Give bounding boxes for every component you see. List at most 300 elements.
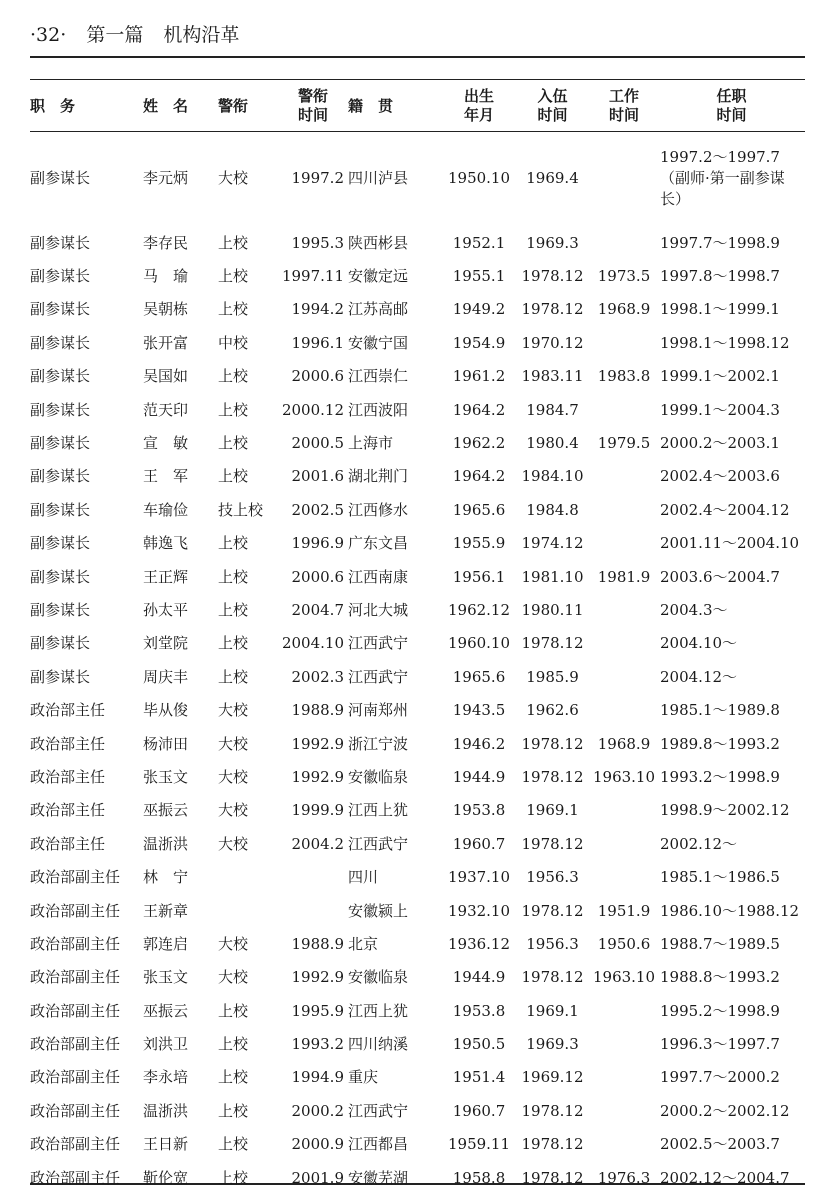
cell-native-place: 江西崇仁 <box>348 367 409 386</box>
table-body <box>30 130 805 1194</box>
cell-work <box>590 130 658 226</box>
cell-birth: 1959.11 <box>447 1135 511 1154</box>
col-header-name: 姓 名 <box>143 96 189 115</box>
cell-name: 林 宁 <box>143 868 189 887</box>
cell-position: 副参谋长 <box>30 667 91 686</box>
personnel-table <box>30 82 805 1194</box>
table-row <box>30 693 805 726</box>
cell-native-place: 江西修水 <box>348 500 409 519</box>
cell-rank-date: 2000.6 <box>291 567 344 586</box>
cell-tenure: 1985.1～1986.5 <box>660 868 780 887</box>
cell-work <box>590 660 658 693</box>
cell-tenure: 2002.12～ <box>660 834 738 853</box>
cell-rank-date <box>278 894 348 927</box>
cell-position: 副参谋长 <box>30 267 91 286</box>
cell-name: 王新章 <box>143 901 189 920</box>
cell-rank: 上校 <box>218 667 249 686</box>
cell-position: 副参谋长 <box>30 400 91 419</box>
cell-name: 范天印 <box>143 400 189 419</box>
cell-name: 李元炳 <box>143 169 189 187</box>
cell-native-place: 安徽宁国 <box>348 333 409 352</box>
cell-position: 政治部主任 <box>30 767 106 786</box>
cell-birth: 1955.1 <box>452 267 506 286</box>
cell-native-place: 江西南康 <box>348 567 409 586</box>
cell-position: 副参谋长 <box>30 500 91 519</box>
cell-rank: 上校 <box>218 267 249 286</box>
cell-birth: 1956.1 <box>452 567 506 586</box>
table-row <box>30 1094 805 1127</box>
table-row <box>30 460 805 493</box>
cell-birth: 1965.6 <box>452 500 506 519</box>
cell-work: 1979.5 <box>597 434 651 453</box>
cell-position: 政治部主任 <box>30 834 106 853</box>
cell-tenure: 1993.2～1998.9 <box>660 767 780 786</box>
cell-work <box>590 794 658 827</box>
col-header-rank: 警衔 <box>218 96 249 115</box>
table-row <box>30 426 805 459</box>
cell-rank-date: 1994.9 <box>291 1068 344 1087</box>
col-header-work <box>590 82 658 130</box>
cell-native-place: 陕西彬县 <box>348 233 409 252</box>
cell-tenure: 2004.10～ <box>660 634 738 653</box>
cell-birth: 1943.5 <box>452 701 506 720</box>
cell-rank-date: 1996.1 <box>291 333 344 352</box>
cell-birth: 1949.2 <box>452 300 506 319</box>
cell-native-place: 江西武宁 <box>348 834 409 853</box>
cell-rank-date: 2004.2 <box>291 834 344 853</box>
cell-enlist: 1962.6 <box>526 701 579 720</box>
cell-native-place: 江西波阳 <box>348 400 409 419</box>
cell-enlist: 1978.12 <box>521 1168 584 1187</box>
cell-name: 吴国如 <box>143 367 189 386</box>
cell-rank: 上校 <box>218 400 249 419</box>
cell-name: 巫振云 <box>143 1001 189 1020</box>
cell-name: 车瑜俭 <box>143 500 189 519</box>
cell-native-place: 江西上犹 <box>348 801 409 820</box>
cell-native-place: 四川纳溪 <box>348 1035 409 1054</box>
table-row <box>30 727 805 760</box>
cell-rank-date: 2001.6 <box>291 467 344 486</box>
cell-rank-date: 1993.2 <box>291 1035 344 1054</box>
cell-work: 1973.5 <box>597 267 651 286</box>
cell-birth: 1932.10 <box>447 901 511 920</box>
cell-name: 张玉文 <box>143 767 189 786</box>
cell-work: 1981.9 <box>597 567 651 586</box>
cell-native-place: 安徽颍上 <box>348 901 409 920</box>
cell-native-place: 江苏高邮 <box>348 300 409 319</box>
cell-position: 副参谋长 <box>30 534 91 553</box>
cell-rank: 上校 <box>218 434 249 453</box>
cell-rank-date: 1988.9 <box>291 934 344 953</box>
cell-enlist: 1984.8 <box>526 500 579 519</box>
cell-rank-date: 1992.9 <box>291 968 344 987</box>
cell-work: 1976.3 <box>597 1168 651 1187</box>
cell-rank-date: 2000.6 <box>291 367 344 386</box>
cell-position: 政治部副主任 <box>30 1135 121 1154</box>
cell-work <box>590 994 658 1027</box>
cell-name: 毕从俊 <box>143 701 189 720</box>
cell-work <box>590 460 658 493</box>
col-header-text: 出生 年月 <box>463 87 494 124</box>
cell-position: 政治部副主任 <box>30 1035 121 1054</box>
cell-rank-date: 2000.2 <box>291 1101 344 1120</box>
cell-enlist: 1980.11 <box>521 600 584 619</box>
cell-tenure: 1988.8～1993.2 <box>660 968 780 987</box>
cell-name: 温浙洪 <box>143 834 189 853</box>
cell-tenure: 2003.6～2004.7 <box>660 567 780 586</box>
table-row <box>30 293 805 326</box>
cell-rank: 大校 <box>218 169 249 187</box>
cell-position: 副参谋长 <box>30 634 91 653</box>
table-row <box>30 527 805 560</box>
cell-native-place: 安徽临泉 <box>348 968 409 987</box>
cell-birth: 1962.12 <box>447 600 511 619</box>
cell-rank-date: 2000.9 <box>291 1135 344 1154</box>
cell-rank-date: 1995.9 <box>291 1001 344 1020</box>
cell-tenure: 2002.4～2003.6 <box>660 467 780 486</box>
cell-position: 政治部副主任 <box>30 1168 121 1187</box>
cell-enlist: 1974.12 <box>521 534 584 553</box>
cell-rank: 上校 <box>218 233 249 252</box>
cell-tenure: 1996.3～1997.7 <box>660 1035 780 1054</box>
cell-rank <box>218 860 278 893</box>
col-header-birth <box>443 82 515 130</box>
cell-rank-date: 1997.11 <box>281 267 344 286</box>
col-header-position: 职 务 <box>30 96 76 115</box>
cell-rank: 上校 <box>218 467 249 486</box>
cell-work: 1963.10 <box>592 767 656 786</box>
cell-enlist: 1984.10 <box>521 467 584 486</box>
cell-work <box>590 627 658 660</box>
cell-birth: 1955.9 <box>452 534 506 553</box>
cell-work: 1968.9 <box>597 300 651 319</box>
cell-rank: 上校 <box>218 1001 249 1020</box>
cell-tenure: 2000.2～2003.1 <box>660 434 780 453</box>
cell-enlist: 1969.3 <box>526 233 579 252</box>
table-row <box>30 794 805 827</box>
cell-tenure: 2000.2～2002.12 <box>660 1101 790 1120</box>
cell-rank <box>218 894 278 927</box>
cell-birth: 1953.8 <box>452 1001 506 1020</box>
table-row <box>30 393 805 426</box>
cell-tenure: 1998.1～1998.12 <box>660 333 790 352</box>
cell-name: 马 瑜 <box>143 267 189 286</box>
cell-position: 副参谋长 <box>30 233 91 252</box>
cell-tenure: 2001.11～2004.10 <box>660 534 800 553</box>
cell-tenure: 2002.5～2003.7 <box>660 1135 780 1154</box>
table-row <box>30 660 805 693</box>
cell-rank-date: 1992.9 <box>291 734 344 753</box>
cell-rank: 上校 <box>218 1135 249 1154</box>
cell-enlist: 1978.12 <box>521 834 584 853</box>
cell-work <box>590 493 658 526</box>
cell-position: 副参谋长 <box>30 434 91 453</box>
cell-position: 政治部副主任 <box>30 1068 121 1087</box>
cell-rank-date: 1988.9 <box>291 701 344 720</box>
cell-birth: 1950.5 <box>452 1035 506 1054</box>
cell-enlist: 1978.12 <box>521 300 584 319</box>
cell-birth: 1964.2 <box>452 400 506 419</box>
cell-rank: 上校 <box>218 600 249 619</box>
cell-name: 温浙洪 <box>143 1101 189 1120</box>
table-row <box>30 994 805 1027</box>
cell-enlist: 1981.10 <box>521 567 584 586</box>
cell-rank: 上校 <box>218 1101 249 1120</box>
cell-native-place: 上海市 <box>348 434 394 453</box>
cell-birth: 1965.6 <box>452 667 506 686</box>
cell-rank-date <box>278 860 348 893</box>
cell-rank-date: 1995.3 <box>291 233 344 252</box>
cell-tenure: 2004.3～ <box>660 600 728 619</box>
cell-native-place: 安徽定远 <box>348 267 409 286</box>
cell-position: 政治部副主任 <box>30 868 121 887</box>
cell-tenure: 1999.1～2004.3 <box>660 400 780 419</box>
cell-name: 刘洪卫 <box>143 1035 189 1054</box>
cell-position: 政治部副主任 <box>30 968 121 987</box>
table-row <box>30 130 805 226</box>
cell-enlist: 1978.12 <box>521 734 584 753</box>
cell-position: 副参谋长 <box>30 169 91 187</box>
cell-tenure: 2002.4～2004.12 <box>660 500 790 519</box>
cell-work <box>590 827 658 860</box>
cell-birth: 1946.2 <box>452 734 506 753</box>
cell-birth: 1944.9 <box>452 968 506 987</box>
cell-name: 吴朝栋 <box>143 300 189 319</box>
cell-name: 王 军 <box>143 467 189 486</box>
cell-rank-date: 1997.2 <box>291 169 344 187</box>
cell-rank-date: 2002.3 <box>291 667 344 686</box>
cell-position: 副参谋长 <box>30 333 91 352</box>
cell-rank-date: 1999.9 <box>291 801 344 820</box>
table-row <box>30 493 805 526</box>
cell-name: 巫振云 <box>143 801 189 820</box>
table-row <box>30 1061 805 1094</box>
cell-tenure: 1997.7～2000.2 <box>660 1068 780 1087</box>
cell-native-place: 广东文昌 <box>348 534 409 553</box>
cell-rank-date: 2000.5 <box>291 434 344 453</box>
table-row <box>30 326 805 359</box>
cell-rank-date: 2004.7 <box>291 600 344 619</box>
cell-enlist: 1978.12 <box>521 267 584 286</box>
cell-position: 副参谋长 <box>30 567 91 586</box>
cell-native-place: 河北大城 <box>348 600 409 619</box>
cell-birth: 1936.12 <box>447 934 511 953</box>
col-header-text: 入伍 时间 <box>537 87 568 124</box>
cell-name: 王正辉 <box>143 567 189 586</box>
cell-tenure: 1997.2～1997.7（副师·第一副参谋长） <box>660 147 785 208</box>
col-header-enlist <box>515 82 590 130</box>
cell-work <box>590 1128 658 1161</box>
cell-rank-date: 2001.9 <box>291 1168 344 1187</box>
cell-position: 政治部副主任 <box>30 1001 121 1020</box>
cell-rank: 大校 <box>218 767 249 786</box>
cell-rank: 大校 <box>218 734 249 753</box>
cell-birth: 1958.8 <box>452 1168 506 1187</box>
cell-work <box>590 1027 658 1060</box>
cell-work <box>590 860 658 893</box>
cell-position: 政治部副主任 <box>30 901 121 920</box>
cell-tenure: 1997.7～1998.9 <box>660 233 780 252</box>
cell-rank-date: 1996.9 <box>291 534 344 553</box>
cell-birth: 1954.9 <box>452 333 506 352</box>
cell-name: 周庆丰 <box>143 667 189 686</box>
cell-native-place: 江西武宁 <box>348 1101 409 1120</box>
col-header-tenure <box>658 82 805 130</box>
cell-name: 李存民 <box>143 233 189 252</box>
cell-enlist: 1985.9 <box>526 667 579 686</box>
cell-position: 政治部主任 <box>30 734 106 753</box>
cell-position: 政治部副主任 <box>30 1101 121 1120</box>
page-number: ·32· <box>30 24 67 46</box>
cell-tenure: 1997.8～1998.7 <box>660 267 780 286</box>
cell-birth: 1964.2 <box>452 467 506 486</box>
cell-birth: 1944.9 <box>452 767 506 786</box>
table-row <box>30 360 805 393</box>
table-row <box>30 627 805 660</box>
cell-birth: 1960.7 <box>452 1101 506 1120</box>
cell-birth: 1937.10 <box>447 868 511 887</box>
cell-native-place: 安徽芜湖 <box>348 1168 409 1187</box>
cell-enlist: 1983.11 <box>521 367 584 386</box>
table-row <box>30 894 805 927</box>
cell-name: 王日新 <box>143 1135 189 1154</box>
table-row <box>30 927 805 960</box>
cell-rank: 上校 <box>218 567 249 586</box>
cell-rank: 上校 <box>218 1035 249 1054</box>
cell-birth: 1952.1 <box>452 233 506 252</box>
table-row <box>30 1161 805 1194</box>
cell-native-place: 四川 <box>348 868 379 887</box>
cell-enlist: 1978.12 <box>521 901 584 920</box>
cell-native-place: 重庆 <box>348 1068 379 1087</box>
cell-rank: 上校 <box>218 534 249 553</box>
table-row <box>30 1027 805 1060</box>
cell-position: 政治部主任 <box>30 701 106 720</box>
cell-work <box>590 226 658 259</box>
section-title: 机构沿革 <box>163 24 240 46</box>
cell-name: 刘堂院 <box>143 634 189 653</box>
header-rule <box>30 56 805 58</box>
table-row <box>30 1128 805 1161</box>
table-row <box>30 760 805 793</box>
cell-birth: 1953.8 <box>452 801 506 820</box>
table-row <box>30 593 805 626</box>
cell-birth: 1960.7 <box>452 834 506 853</box>
cell-native-place: 江西都昌 <box>348 1135 409 1154</box>
part-label: 第一篇 <box>86 24 144 46</box>
cell-name: 郭连启 <box>143 934 189 953</box>
cell-enlist: 1984.7 <box>526 400 579 419</box>
cell-enlist: 1969.3 <box>526 1035 579 1054</box>
cell-native-place: 江西武宁 <box>348 667 409 686</box>
cell-enlist: 1969.1 <box>526 1001 579 1020</box>
cell-tenure: 2002.12～2004.7 <box>660 1168 790 1187</box>
cell-enlist: 1978.12 <box>521 1135 584 1154</box>
cell-tenure: 1985.1～1989.8 <box>660 701 780 720</box>
cell-enlist: 1970.12 <box>521 333 584 352</box>
cell-enlist: 1978.12 <box>521 634 584 653</box>
cell-rank: 上校 <box>218 1168 249 1187</box>
cell-rank: 大校 <box>218 801 249 820</box>
cell-position: 政治部副主任 <box>30 934 121 953</box>
cell-position: 副参谋长 <box>30 600 91 619</box>
table-row <box>30 259 805 292</box>
table-top-rule <box>30 79 805 80</box>
cell-tenure: 2004.12～ <box>660 667 738 686</box>
table-row <box>30 860 805 893</box>
cell-tenure: 1998.1～1999.1 <box>660 300 780 319</box>
cell-enlist: 1980.4 <box>526 434 579 453</box>
cell-birth: 1960.10 <box>447 634 511 653</box>
cell-work: 1950.6 <box>597 934 651 953</box>
cell-birth: 1961.2 <box>452 367 506 386</box>
table-row <box>30 827 805 860</box>
cell-enlist: 1969.1 <box>526 801 579 820</box>
cell-rank: 上校 <box>218 300 249 319</box>
cell-native-place: 安徽临泉 <box>348 767 409 786</box>
cell-work: 1983.8 <box>597 367 651 386</box>
cell-native-place: 河南郑州 <box>348 701 409 720</box>
col-header-text: 工作 时间 <box>608 87 639 124</box>
cell-name: 孙太平 <box>143 600 189 619</box>
cell-birth: 1962.2 <box>452 434 506 453</box>
cell-work <box>590 527 658 560</box>
cell-native-place: 江西上犹 <box>348 1001 409 1020</box>
cell-work: 1963.10 <box>592 968 656 987</box>
cell-birth: 1950.10 <box>447 169 511 187</box>
cell-rank: 上校 <box>218 367 249 386</box>
cell-tenure: 1995.2～1998.9 <box>660 1001 780 1020</box>
cell-name: 韩逸飞 <box>143 534 189 553</box>
col-header-text: 警衔 时间 <box>297 87 328 124</box>
table-row <box>30 226 805 259</box>
page-header <box>30 18 787 52</box>
cell-rank-date: 2004.10 <box>281 634 344 653</box>
cell-name: 张玉文 <box>143 968 189 987</box>
cell-work <box>590 326 658 359</box>
cell-position: 政治部主任 <box>30 801 106 820</box>
cell-native-place: 浙江宁波 <box>348 734 409 753</box>
cell-tenure: 1989.8～1993.2 <box>660 734 780 753</box>
cell-work: 1968.9 <box>597 734 651 753</box>
table-header-row <box>30 82 805 130</box>
col-header-native-place: 籍 贯 <box>348 96 394 115</box>
cell-rank: 中校 <box>218 333 249 352</box>
col-header-text: 任职 时间 <box>716 87 747 124</box>
cell-name: 李永培 <box>143 1068 189 1087</box>
cell-native-place: 北京 <box>348 934 379 953</box>
cell-rank: 大校 <box>218 701 249 720</box>
cell-enlist: 1956.3 <box>526 934 579 953</box>
cell-tenure: 1988.7～1989.5 <box>660 934 780 953</box>
cell-position: 副参谋长 <box>30 467 91 486</box>
cell-name: 张开富 <box>143 333 189 352</box>
cell-work <box>590 593 658 626</box>
cell-work <box>590 693 658 726</box>
cell-work <box>590 393 658 426</box>
cell-birth: 1951.4 <box>452 1068 506 1087</box>
col-header-rank-date <box>278 82 348 130</box>
cell-name: 宣 敏 <box>143 434 189 453</box>
cell-work <box>590 1061 658 1094</box>
cell-rank-date: 2000.12 <box>281 400 344 419</box>
cell-rank: 上校 <box>218 634 249 653</box>
cell-enlist: 1956.3 <box>526 868 579 887</box>
cell-name: 杨沛田 <box>143 734 189 753</box>
cell-rank-date: 2002.5 <box>291 500 344 519</box>
cell-enlist: 1969.12 <box>521 1068 584 1087</box>
cell-tenure: 1998.9～2002.12 <box>660 801 790 820</box>
